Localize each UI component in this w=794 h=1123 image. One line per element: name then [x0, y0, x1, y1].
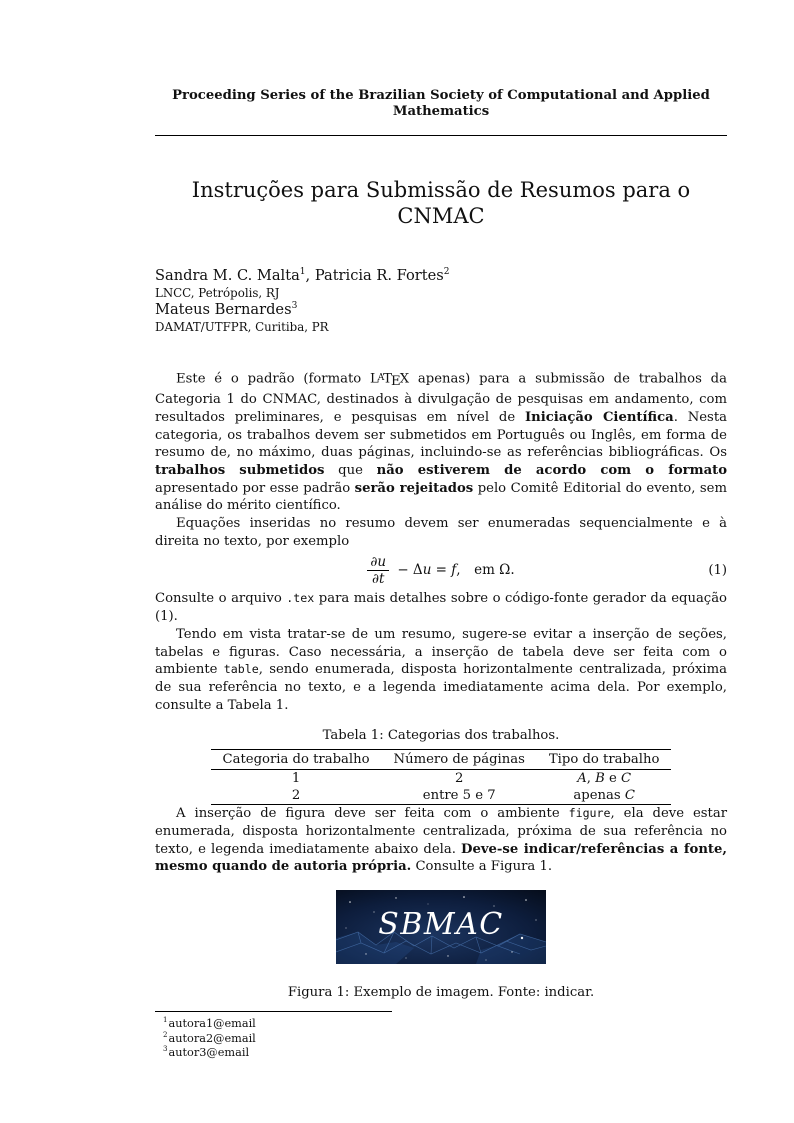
footnote-3-text: autor3@email: [168, 1046, 250, 1060]
author-names-2: Mateus Bernardes$^3$: [155, 301, 298, 318]
footnote-3: [155, 1046, 727, 1061]
equation-fraction: [367, 555, 389, 586]
equation-body: [367, 555, 514, 586]
footnotes-block: [155, 1011, 727, 1061]
table-1-caption: Tabela 1: Categorias dos trabalhos.: [322, 728, 560, 744]
footnote-1-text: autora1@email: [168, 1017, 256, 1031]
table-cell: 2: [291, 788, 301, 804]
header-rule: [155, 135, 727, 136]
author-affiliation-2: DAMAT/UTFPR, Curitiba, PR: [155, 320, 329, 334]
table-header-tipo: Tipo do trabalho: [548, 752, 660, 768]
page-title: Instruções para Submissão de Resumos para o CNMAC: [191, 178, 691, 228]
table-1: [211, 749, 672, 805]
table-1-block: [155, 728, 727, 805]
footnote-2-mark: 2: [163, 1030, 168, 1039]
sbmac-logo-svg: [336, 890, 546, 964]
table-header-row: [211, 750, 672, 770]
paragraph-figure-rules: A inserção de figura deve ser feita com o ambiente figure, ela deve estar enumerada, disposta horizontalmente centralizada, próxima de sua referência no texto, e legenda imediatamente abaixo dela. Deve-se indicar/referências a fonte, mesmo quando de autoria própria. Consulte a Figura 1.: [155, 806, 727, 875]
figure-1-caption: Figura 1: Exemplo de imagem. Fonte: indicar.: [287, 985, 595, 1001]
author-block: [155, 267, 727, 335]
paragraph-table-rules: Tendo em vista tratar-se de um resumo, sugere-se evitar a inserção de seções, tabelas e figuras. Caso necessária, a inserção de tabela deve ser feita com o ambiente table, sendo enumerada, disposta horizontalmente centralizada, próxima de sua referência no texto, e a legenda imediatamente acima dela. Por exemplo, consulte a Tabela 1.: [155, 626, 727, 713]
footnote-1-mark: 1: [163, 1016, 168, 1025]
table-header-categoria: Categoria do trabalho: [222, 752, 370, 768]
footnote-2: [155, 1032, 727, 1047]
equation-number: (1): [708, 563, 727, 579]
logo-text: SBMAC: [378, 907, 504, 943]
table-cell: entre 5 e 7: [422, 788, 496, 804]
sbmac-logo-image: [336, 890, 546, 964]
equation-display: [155, 555, 727, 586]
paragraph-equations: Equações inseridas no resumo devem ser enumeradas sequencialmente e à direita no texto, por exemplo: [155, 516, 727, 549]
table-row: [211, 787, 672, 805]
fraction-denominator: ∂t: [371, 571, 385, 588]
fraction-numerator: ∂u: [367, 555, 389, 571]
author-affiliation-1: LNCC, Petrópolis, RJ: [155, 286, 280, 300]
footnote-1: [155, 1017, 727, 1032]
table-cell: apenas C: [573, 788, 635, 804]
paragraph-intro: Este é o padrão (formato LATEX apenas) para a submissão de trabalhos da Categoria 1 do CNMAC, destinados à divulgação de pesquisas em andamento, com resultados preliminares, e pesquisas em nível de Iniciação Científica. Nesta categoria, os trabalhos devem ser submetidos em Português ou Inglês, em forma de resumo de, no máximo, duas páginas, incluindo-se as referências bibliográficas. Os trabalhos submetidos que não estiverem de acordo com o formato apresentado por esse padrão serão rejeitados pelo Comitê Editorial do evento, sem análise do mérito científico.: [155, 371, 727, 514]
running-head: Proceeding Series of the Brazilian Society of Computational and Applied Mathematics: [172, 88, 710, 119]
figure-1-block: [155, 890, 727, 1001]
author-names-1: Sandra M. C. Malta$^1$, Patricia R. Fortes$^2$: [155, 267, 450, 284]
footnote-rule: [155, 1011, 392, 1012]
footnote-2-text: autora2@email: [168, 1031, 256, 1045]
footnote-3-mark: 3: [163, 1045, 168, 1054]
table-cell: 1: [291, 771, 301, 787]
equation-rest: − Δu = f, em Ω.: [397, 562, 515, 579]
table-cell: 2: [455, 771, 464, 787]
paragraph-consulte-tex: Consulte o arquivo .tex para mais detalhes sobre o código-fonte gerador da equação (1).: [155, 591, 727, 625]
table-row: [211, 770, 672, 788]
table-header-paginas: Número de páginas: [393, 752, 525, 768]
table-cell: A, B e C: [577, 771, 632, 787]
